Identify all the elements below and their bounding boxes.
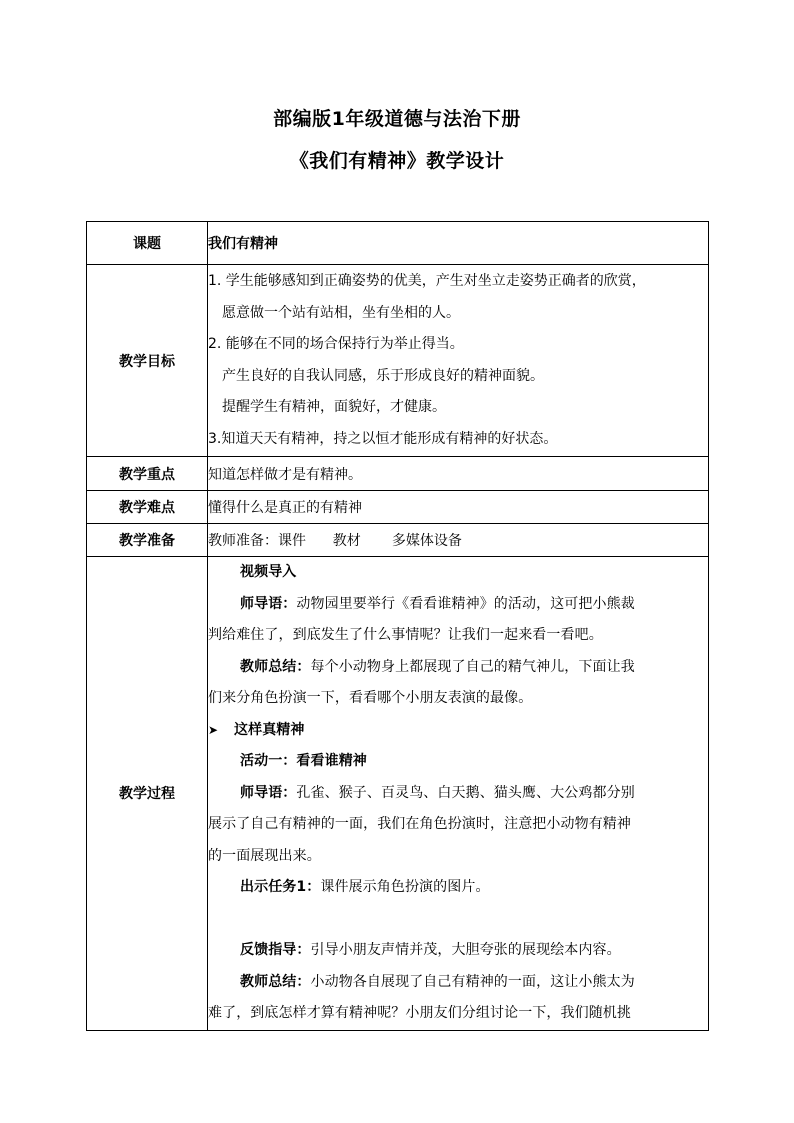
teacher-intro-line: 判给难住了，到底发生了什么事情呢？让我们一起来看一看吧。 xyxy=(208,627,603,643)
label-goals: 教学目标 xyxy=(87,265,208,457)
lesson-plan-table xyxy=(86,221,709,1031)
feedback-line xyxy=(208,935,708,967)
summary-label: 教师总结： xyxy=(240,973,311,990)
label-difficulty: 教学难点 xyxy=(87,491,208,524)
summary-line xyxy=(208,967,708,999)
label-preparation: 教学准备 xyxy=(87,524,208,557)
teacher-intro-label: 师导语： xyxy=(240,784,297,801)
task-text: 课件展示角色扮演的图片。 xyxy=(320,879,490,895)
video-intro-heading: 视频导入 xyxy=(240,564,297,580)
value-key-point: 知道怎样做才是有精神。 xyxy=(208,457,709,491)
arrow-bullet-icon: ➤ xyxy=(208,722,219,737)
goal-line: 3.知道天天有精神，持之以恒才能形成有精神的好状态。 xyxy=(208,430,558,447)
teacher-intro-label: 师导语： xyxy=(240,595,297,612)
task-line xyxy=(208,872,708,904)
goal-line: 2. 能够在不同的场合保持行为举止得当。 xyxy=(208,336,464,352)
label-topic: 课题 xyxy=(87,222,208,265)
teacher-intro-line: 展示了自己有精神的一面，我们在角色扮演时，注意把小动物有精神 xyxy=(208,816,631,832)
row-difficulty xyxy=(87,491,709,524)
summary-text: 小动物各自展现了自己有精神的一面，这让小熊太为 xyxy=(310,973,635,990)
teacher-intro-text: 动物园里要举行《看看谁精神》的活动，这可把小熊裁 xyxy=(296,595,635,612)
teacher-intro-line xyxy=(208,778,708,810)
row-key-point xyxy=(87,457,709,491)
section-heading xyxy=(208,715,708,747)
value-difficulty: 懂得什么是真正的有精神 xyxy=(208,491,709,524)
row-topic xyxy=(87,222,709,265)
goal-line: 愿意做一个站有站相，坐有坐相的人。 xyxy=(222,304,460,321)
value-goals xyxy=(208,265,709,457)
row-preparation xyxy=(87,524,709,557)
task-label: 出示任务1： xyxy=(240,879,321,895)
goal-line: 提醒学生有精神，面貌好，才健康。 xyxy=(222,399,446,415)
summary-label: 教师总结： xyxy=(240,658,311,675)
label-key-point: 教学重点 xyxy=(87,457,208,491)
blank-line xyxy=(208,904,708,936)
document-subtitle: 《我们有精神》教学设计 xyxy=(289,150,505,172)
teacher-intro-line: 的一面展现出来。 xyxy=(208,847,321,864)
teacher-intro-line xyxy=(208,589,708,621)
summary-text: 每个小动物身上都展现了自己的精气神儿，下面让我 xyxy=(310,658,635,675)
document-title: 部编版1年级道德与法治下册 xyxy=(273,108,521,130)
activity-heading: 活动一：看看谁精神 xyxy=(240,753,367,769)
row-process xyxy=(87,557,709,1031)
goal-line: 产生良好的自我认同感，乐于形成良好的精神面貌。 xyxy=(222,367,544,384)
summary-line: 难了，到底怎样才算有精神呢？小朋友们分组讨论一下，我们随机挑 xyxy=(208,1005,631,1021)
summary-line: 们来分角色扮演一下，看看哪个小朋友表演的最像。 xyxy=(208,690,533,706)
goal-line: 1. 学生能够感知到正确姿势的优美，产生对坐立走姿势正确者的欣赏， xyxy=(208,273,646,289)
summary-line xyxy=(208,652,708,684)
feedback-text: 引导小朋友声情并茂，大胆夸张的展现绘本内容。 xyxy=(310,942,621,958)
teacher-intro-text: 孔雀、猴子、百灵鸟、白天鹅、猫头鹰、大公鸡都分别 xyxy=(296,784,635,801)
row-goals xyxy=(87,265,709,457)
feedback-label: 反馈指导： xyxy=(240,942,311,958)
value-process xyxy=(208,557,709,1031)
section-heading-text: 这样真精神 xyxy=(234,721,305,738)
value-preparation: 教师准备：课件 教材 多媒体设备 xyxy=(208,524,709,557)
value-topic: 我们有精神 xyxy=(208,222,709,265)
label-process: 教学过程 xyxy=(87,557,208,1031)
